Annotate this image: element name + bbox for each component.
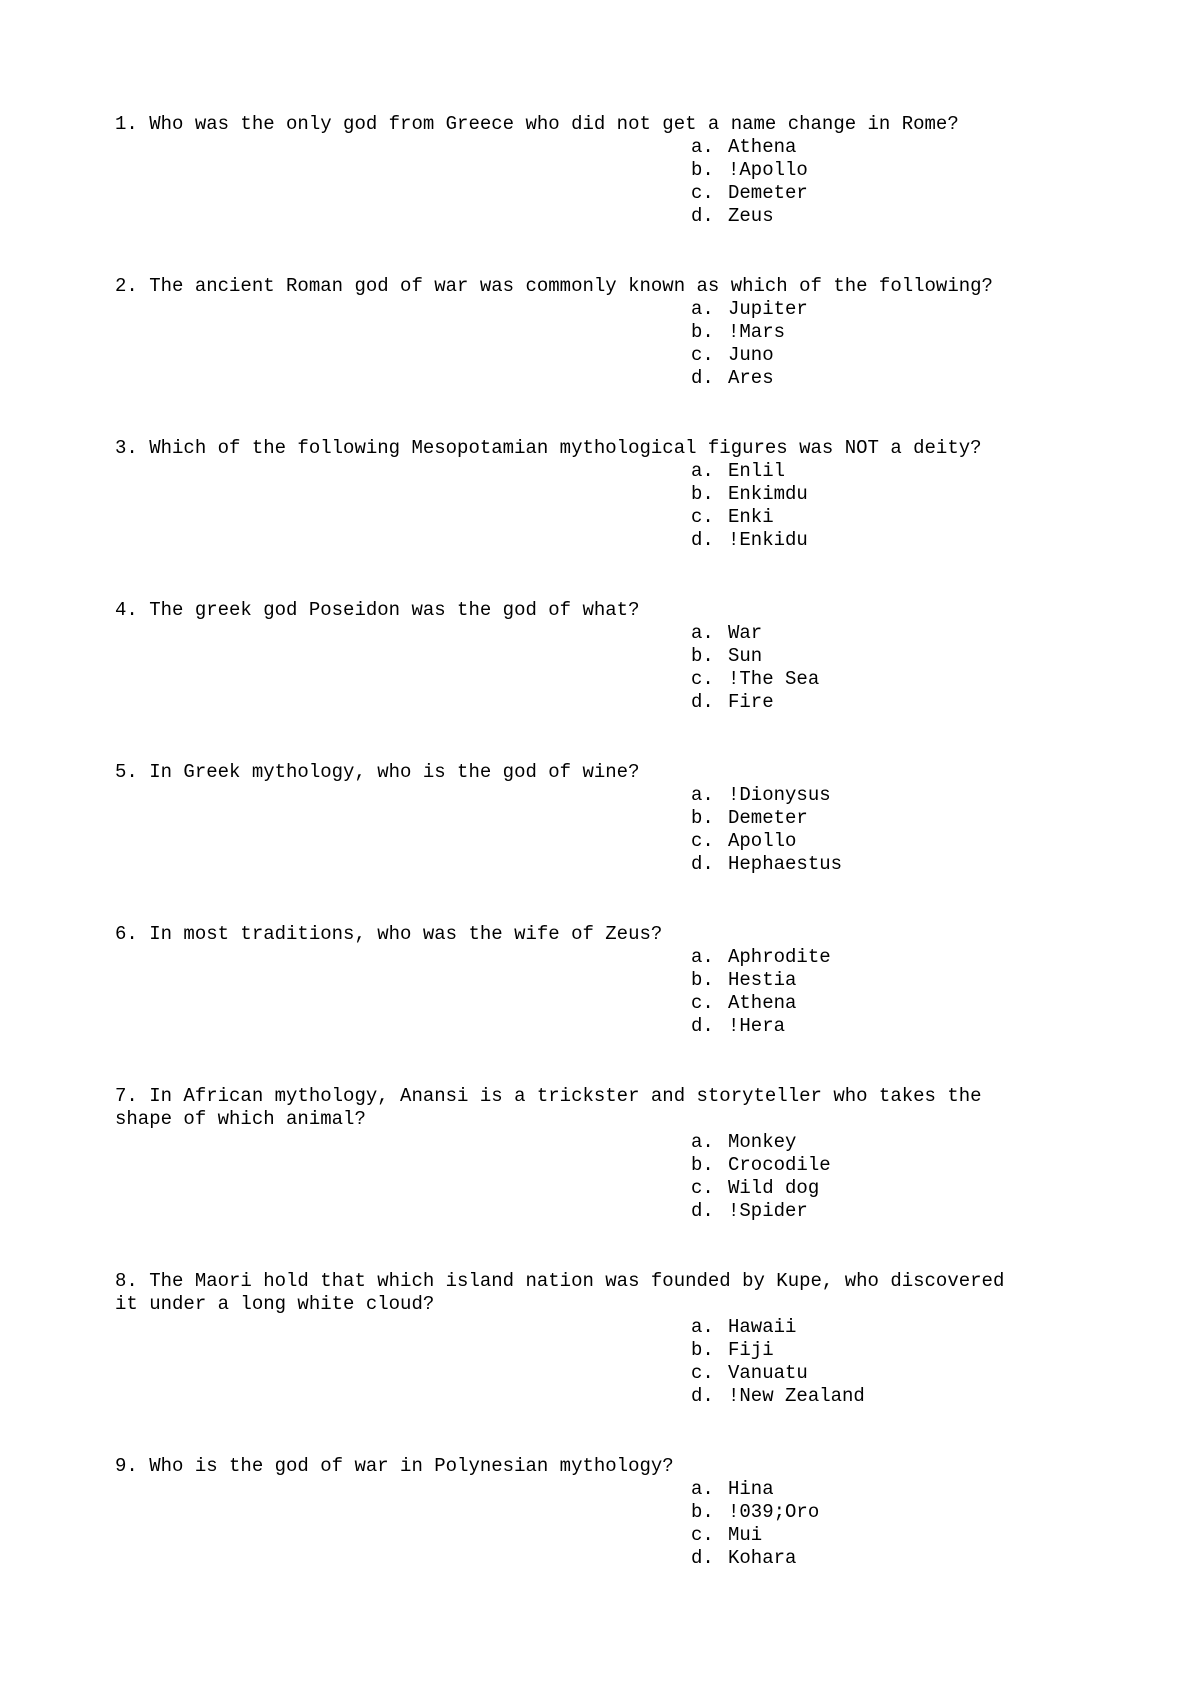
answer-options (691, 460, 1075, 552)
option-text: Aphrodite (728, 946, 831, 968)
answer-option (691, 645, 1075, 668)
option-letter: a. (691, 298, 714, 320)
option-text: Hawaii (728, 1316, 797, 1338)
answer-option (691, 1362, 1075, 1385)
option-text: Vanuatu (728, 1362, 808, 1384)
option-text: Fiji (728, 1339, 774, 1361)
answer-option (691, 853, 1075, 876)
answer-option (691, 1478, 1075, 1501)
question-6 (115, 923, 1075, 1038)
question-3 (115, 437, 1075, 552)
option-letter: c. (691, 1362, 714, 1384)
answer-option (691, 159, 1075, 182)
option-letter: d. (691, 205, 714, 227)
option-letter: b. (691, 1154, 714, 1176)
option-text: Hina (728, 1478, 774, 1500)
answer-option (691, 182, 1075, 205)
option-text: !Mars (728, 321, 786, 343)
option-letter: a. (691, 1131, 714, 1153)
option-text: !039;Oro (728, 1501, 820, 1523)
option-letter: d. (691, 1385, 714, 1407)
answer-option (691, 136, 1075, 159)
option-text: !Apollo (728, 159, 808, 181)
option-text: Enki (728, 506, 774, 528)
option-text: Hestia (728, 969, 797, 991)
option-letter: c. (691, 506, 714, 528)
option-letter: d. (691, 367, 714, 389)
question-text: 8. The Maori hold that which island nation was founded by Kupe, who discovered it under a long white cloud? (115, 1270, 1005, 1315)
answer-options (691, 1478, 1075, 1570)
question-text: 9. Who is the god of war in Polynesian mythology? (115, 1455, 674, 1477)
option-text: Kohara (728, 1547, 797, 1569)
option-letter: b. (691, 321, 714, 343)
answer-option (691, 1524, 1075, 1547)
question-text: 4. The greek god Poseidon was the god of what? (115, 599, 640, 621)
option-letter: c. (691, 182, 714, 204)
option-text: Jupiter (728, 298, 808, 320)
option-letter: d. (691, 691, 714, 713)
question-text: 1. Who was the only god from Greece who did not get a name change in Rome? (115, 113, 959, 135)
option-text: Demeter (728, 182, 808, 204)
answer-option (691, 691, 1075, 714)
answer-option (691, 298, 1075, 321)
option-text: Enlil (728, 460, 786, 482)
answer-option (691, 1154, 1075, 1177)
answer-option (691, 1339, 1075, 1362)
answer-option (691, 506, 1075, 529)
question-text: 7. In African mythology, Anansi is a trickster and storyteller who takes the shape of which animal? (115, 1085, 982, 1130)
option-letter: c. (691, 1177, 714, 1199)
option-text: Ares (728, 367, 774, 389)
question-8 (115, 1270, 1075, 1408)
answer-option (691, 969, 1075, 992)
answer-options (691, 1316, 1075, 1408)
option-text: Demeter (728, 807, 808, 829)
option-text: Fire (728, 691, 774, 713)
option-letter: c. (691, 668, 714, 690)
question-5 (115, 761, 1075, 876)
question-1 (115, 113, 1075, 228)
question-9 (115, 1455, 1075, 1570)
option-text: War (728, 622, 763, 644)
option-letter: c. (691, 992, 714, 1014)
answer-options (691, 1131, 1075, 1223)
answer-option (691, 321, 1075, 344)
question-text: 5. In Greek mythology, who is the god of wine? (115, 761, 640, 783)
answer-option (691, 1015, 1075, 1038)
question-text: 2. The ancient Roman god of war was commonly known as which of the following? (115, 275, 993, 297)
option-text: Hephaestus (728, 853, 843, 875)
option-text: Mui (728, 1524, 763, 1546)
option-text: Crocodile (728, 1154, 831, 1176)
option-letter: a. (691, 1316, 714, 1338)
answer-option (691, 1547, 1075, 1570)
question-text: 3. Which of the following Mesopotamian mythological figures was NOT a deity? (115, 437, 982, 459)
answer-option (691, 784, 1075, 807)
option-letter: b. (691, 483, 714, 505)
answer-option (691, 205, 1075, 228)
question-text: 6. In most traditions, who was the wife of Zeus? (115, 923, 663, 945)
option-text: Juno (728, 344, 774, 366)
option-letter: b. (691, 969, 714, 991)
answer-options (691, 784, 1075, 876)
option-letter: c. (691, 344, 714, 366)
option-text: Zeus (728, 205, 774, 227)
answer-option (691, 622, 1075, 645)
option-text: Athena (728, 136, 797, 158)
option-text: !Spider (728, 1200, 808, 1222)
question-2 (115, 275, 1075, 390)
option-text: Athena (728, 992, 797, 1014)
answer-option (691, 1131, 1075, 1154)
answer-options (691, 298, 1075, 390)
option-letter: d. (691, 1015, 714, 1037)
option-letter: b. (691, 1339, 714, 1361)
option-letter: d. (691, 853, 714, 875)
option-text: Sun (728, 645, 763, 667)
option-letter: c. (691, 1524, 714, 1546)
option-letter: a. (691, 784, 714, 806)
answer-option (691, 1501, 1075, 1524)
answer-option (691, 483, 1075, 506)
question-4 (115, 599, 1075, 714)
option-text: !Enkidu (728, 529, 808, 551)
option-letter: b. (691, 159, 714, 181)
option-letter: b. (691, 645, 714, 667)
option-letter: a. (691, 946, 714, 968)
option-text: Enkimdu (728, 483, 808, 505)
answer-option (691, 1316, 1075, 1339)
answer-options (691, 946, 1075, 1038)
answer-option (691, 367, 1075, 390)
answer-option (691, 668, 1075, 691)
option-text: Monkey (728, 1131, 797, 1153)
option-letter: d. (691, 529, 714, 551)
option-letter: b. (691, 807, 714, 829)
option-letter: c. (691, 830, 714, 852)
option-letter: a. (691, 622, 714, 644)
answer-option (691, 946, 1075, 969)
answer-option (691, 807, 1075, 830)
option-letter: a. (691, 1478, 714, 1500)
option-text: !The Sea (728, 668, 820, 690)
option-text: !New Zealand (728, 1385, 865, 1407)
answer-option (691, 529, 1075, 552)
option-text: Wild dog (728, 1177, 820, 1199)
answer-option (691, 1200, 1075, 1223)
answer-option (691, 992, 1075, 1015)
option-letter: a. (691, 136, 714, 158)
option-letter: d. (691, 1200, 714, 1222)
answer-option (691, 830, 1075, 853)
answer-option (691, 460, 1075, 483)
option-letter: b. (691, 1501, 714, 1523)
answer-option (691, 1385, 1075, 1408)
option-text: !Dionysus (728, 784, 831, 806)
answer-option (691, 1177, 1075, 1200)
option-letter: a. (691, 460, 714, 482)
answer-options (691, 136, 1075, 228)
option-text: Apollo (728, 830, 797, 852)
question-7 (115, 1085, 1075, 1223)
option-letter: d. (691, 1547, 714, 1569)
option-text: !Hera (728, 1015, 786, 1037)
answer-options (691, 622, 1075, 714)
answer-option (691, 344, 1075, 367)
